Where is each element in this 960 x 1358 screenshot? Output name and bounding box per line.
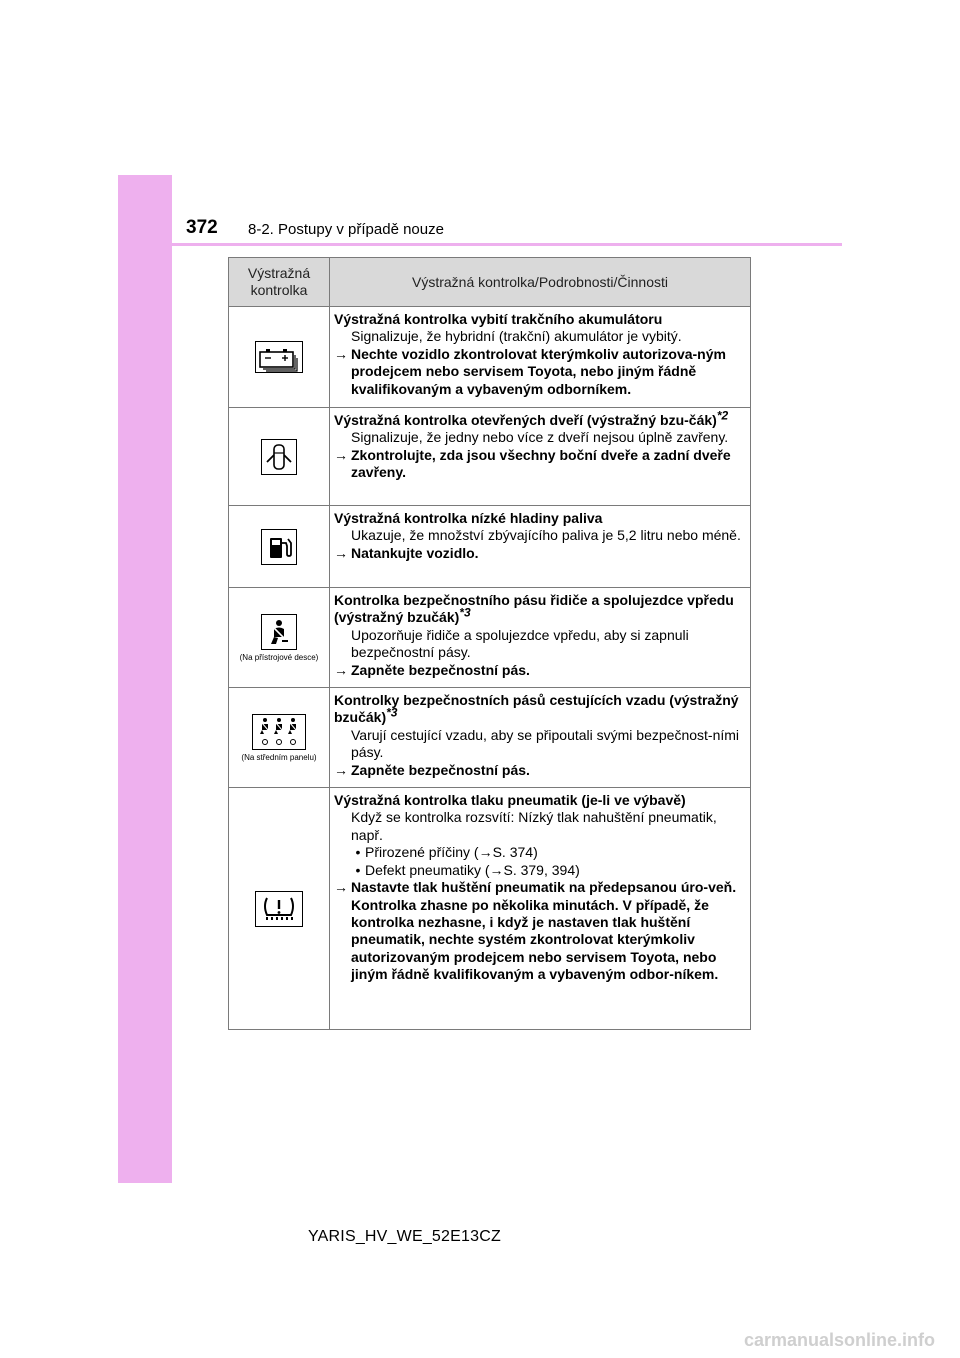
row-title: Výstražná kontrolka vybití trakčního akumulátoru (334, 311, 663, 327)
arrow-right-icon: → (334, 661, 348, 678)
icon-caption: (Na přístrojové desce) (239, 652, 319, 662)
details-cell (330, 506, 751, 588)
row-description: Upozorňuje řidiče a spolujezdce vpředu, aby si zapnuli bezpečnostní pásy. (351, 626, 689, 661)
open-door-icon (261, 439, 297, 475)
table-row (229, 408, 751, 506)
battery-icon (255, 341, 303, 373)
icon-cell (229, 408, 330, 506)
table-row (229, 688, 751, 788)
row-description: Když se kontrolka rozsvítí: Nízký tlak nahuštění pneumatik, např. (351, 809, 717, 843)
icon-cell (229, 506, 330, 588)
arrow-right-icon: → (334, 345, 348, 362)
row-title: Výstražná kontrolka otevřených dveří (výstražný bzu-čák)$^{*2}$ (334, 408, 729, 428)
table-row (229, 588, 751, 688)
footnote-marker: *3 (386, 705, 398, 720)
header-divider (172, 243, 842, 246)
row-description: Signalizuje, že jedny nebo více z dveří nejsou úplně zavřeny. (351, 429, 729, 446)
icon-cell (229, 688, 330, 788)
document-code: YARIS_HV_WE_52E13CZ (308, 1228, 501, 1245)
table-header-row (229, 258, 751, 307)
icon-cell (229, 788, 330, 1030)
tire-pressure-icon (255, 891, 303, 927)
warning-lights-table (228, 257, 751, 1030)
row-description: Varují cestující vzadu, aby se připoutali svými bezpečnost-ními pásy. (351, 726, 740, 761)
bullet-icon: • (355, 861, 361, 878)
details-cell (330, 788, 751, 1030)
row-title: Výstražná kontrolka tlaku pneumatik (je-li ve výbavě) (334, 792, 686, 809)
row-description: Ukazuje, že množství zbývajícího paliva je 5,2 litru nebo méně. (351, 527, 741, 544)
row-title: Kontrolka bezpečnostního pásu řidiče a spolujezdce vpředu (výstražný bzučák)$^{*3}$ (334, 592, 734, 626)
row-action-continued: Kontrolka zhasne po několika minutách. V případě, že kontrolka nezhasne, i když je nastaven tlak huštění pneumatik, nechte systém zkontrolovat kterýmkoliv autorizovaným prodejcem nebo servisem Toyota, nebo jiným řádně kvalifikovaným a vybaveným odbor-níkem. (351, 896, 719, 983)
table-row (229, 506, 751, 588)
arrow-right-icon: → (334, 879, 348, 896)
list-item: • Defekt pneumatiky (→S. 379, 394) (334, 862, 746, 879)
details-cell (330, 588, 751, 688)
row-description: Signalizuje, že hybridní (trakční) akumulátor je vybitý. (351, 328, 682, 345)
seatbelt-icon (261, 614, 297, 650)
row-action: → Zapněte bezpečnostní pás. (334, 661, 530, 678)
arrow-right-icon: → (334, 544, 348, 561)
footnote-marker: *2 (716, 408, 729, 423)
section-title: 8-2. Postupy v případě nouze (248, 221, 444, 238)
footnote-marker: *3 (459, 605, 471, 620)
details-cell (330, 688, 751, 788)
column-header-details: Výstražná kontrolka/Podrobnosti/Činnosti (330, 258, 751, 307)
row-action: → Nastavte tlak huštění pneumatik na předepsanou úro-veň. (334, 879, 737, 896)
row-title: Kontrolky bezpečnostních pásů cestujících vzadu (výstražný bzučák)$^{*3}$ (334, 692, 739, 726)
row-action: → Zkontrolujte, zda jsou všechny boční dveře a zadní dveře zavřeny. (334, 446, 731, 481)
chapter-sidebar-tab (118, 175, 172, 1183)
arrow-right-icon: → (334, 446, 348, 463)
table-row (229, 307, 751, 408)
icon-cell (229, 307, 330, 408)
icon-caption: (Na středním panelu) (241, 752, 317, 762)
details-cell (330, 408, 751, 506)
table-row (229, 788, 751, 1030)
rear-seatbelt-icon (252, 714, 306, 750)
list-item: • Přirozené příčiny (→S. 374) (334, 844, 746, 861)
arrow-right-icon: → (334, 761, 348, 778)
column-header-light: Výstražná kontrolka (229, 258, 330, 307)
page-number: 372 (186, 217, 218, 238)
bullet-icon: • (355, 844, 361, 861)
row-action: → Zapněte bezpečnostní pás. (334, 761, 530, 778)
icon-cell (229, 588, 330, 688)
details-cell (330, 307, 751, 408)
row-action: → Nechte vozidlo zkontrolovat kterýmkoliv autorizova-ným prodejcem nebo servisem Toyota, nebo jiným řádně kvalifikovaným a vybaveným odborníkem. (334, 345, 726, 397)
row-title: Výstražná kontrolka nízké hladiny paliva (334, 510, 603, 526)
watermark: carmanualsonline.info (744, 1330, 936, 1350)
row-action: → Natankujte vozidlo. (334, 544, 479, 561)
fuel-pump-icon (261, 529, 297, 565)
